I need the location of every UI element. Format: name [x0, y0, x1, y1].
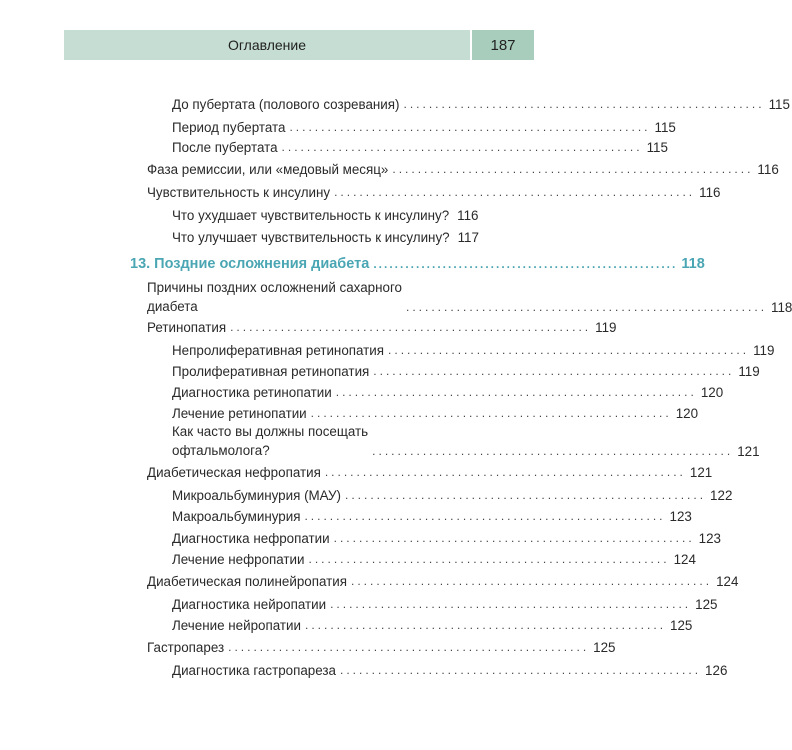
toc-entry[interactable]: Лечение нейропатии ......................................................... 125 [172, 618, 693, 633]
toc-chapter-heading[interactable]: 13. Поздние осложнения диабета ......................................................... 118 [130, 256, 705, 272]
dot-leader: ......................................................... [281, 140, 643, 154]
toc-entry[interactable]: Диабетическая нефропатия ......................................................... 121 [147, 465, 713, 480]
dot-leader: ......................................................... [334, 185, 696, 199]
dot-leader: ......................................................... [351, 574, 713, 588]
dot-leader: ......................................................... [304, 509, 666, 523]
toc-entry[interactable]: Непролиферативная ретинопатия ......................................................... 119 [172, 343, 775, 358]
dot-leader: ......................................................... [228, 640, 590, 654]
toc-entry[interactable]: Причины поздних осложнений сахарного диабета ......................................................... 118 [147, 280, 792, 315]
toc-entry[interactable]: Лечение нефропатии ......................................................... 124 [172, 552, 696, 567]
dot-leader: ......................................................... [324, 465, 686, 479]
dot-leader: ......................................................... [330, 597, 692, 611]
dot-leader: ......................................................... [392, 162, 754, 176]
toc-entry[interactable]: Диагностика нейропатии ......................................................... 125 [172, 597, 718, 612]
toc-entry[interactable]: Диабетическая полинейропатия ......................................................... 124 [147, 574, 739, 589]
toc-entry[interactable]: Что ухудшает чувствительность к инсулину? 116 [172, 208, 479, 223]
dot-leader: ......................................................... [335, 385, 697, 399]
toc-entry[interactable]: До пубертата (полового созревания) ......................................................... 115 [172, 97, 790, 112]
dot-leader: ......................................................... [308, 552, 670, 566]
toc-entry[interactable]: Пролиферативная ретинопатия ......................................................... 119 [172, 364, 760, 379]
toc-entry[interactable]: Диагностика гастропареза ......................................................... 126 [172, 663, 728, 678]
dot-leader: ......................................................... [388, 343, 750, 357]
dot-leader: ......................................................... [230, 320, 592, 334]
dot-leader: ......................................................... [289, 120, 651, 134]
header-page-number: 187 [470, 30, 534, 60]
header-title: Оглавление [227, 37, 307, 53]
dot-leader: ......................................................... [310, 406, 672, 420]
toc-entry[interactable]: Микроальбуминурия (МАУ) ......................................................... 122 [172, 488, 733, 503]
toc-entry[interactable]: Период пубертата ......................................................... 115 [172, 120, 676, 135]
dot-leader: ......................................................... [403, 97, 765, 111]
dot-leader: ......................................................... [345, 488, 707, 502]
dot-leader: ......................................................... [340, 663, 702, 677]
dot-leader: ......................................................... [372, 444, 734, 458]
toc-entry[interactable]: Как часто вы должны посещать офтальмолога? ......................................................... 121 [172, 424, 760, 459]
toc-entry[interactable]: Диагностика нефропатии ......................................................... 123 [172, 531, 721, 546]
dot-leader: ......................................................... [373, 364, 735, 378]
toc-entry[interactable]: Фаза ремиссии, или «медовый месяц» ......................................................... 116 [147, 162, 779, 177]
toc-entry[interactable]: Ретинопатия ......................................................... 119 [147, 320, 617, 335]
toc-entry[interactable]: Макроальбуминурия ......................................................... 123 [172, 509, 692, 524]
toc-entry[interactable]: Лечение ретинопатии ......................................................... 120 [172, 406, 699, 421]
dot-leader: ......................................................... [333, 531, 695, 545]
toc-entry[interactable]: Что улучшает чувствительность к инсулину? 117 [172, 230, 479, 245]
dot-leader: ......................................................... [304, 618, 667, 632]
toc-entry[interactable]: После пубертата ......................................................... 115 [172, 140, 668, 155]
toc-entry[interactable]: Чувствительность к инсулину ......................................................... 116 [147, 185, 721, 200]
dot-leader: ......................................................... [373, 257, 678, 271]
toc-entry[interactable]: Диагностика ретинопатии ......................................................... 120 [172, 385, 724, 400]
toc-entry[interactable]: Гастропарез ......................................................... 125 [147, 640, 616, 655]
dot-leader: ......................................................... [405, 300, 768, 314]
